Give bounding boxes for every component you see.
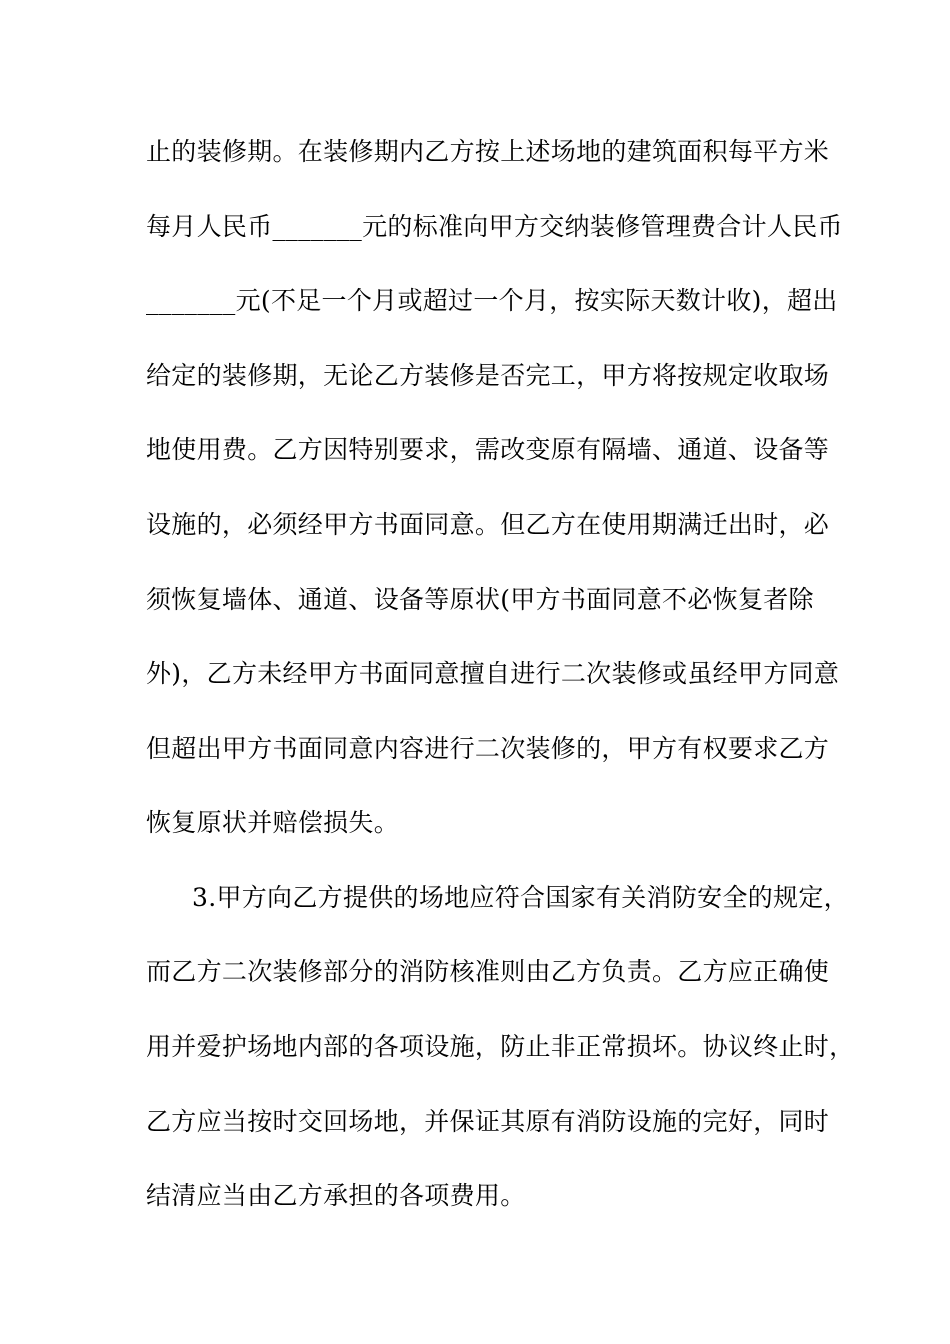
- text-line: 给定的装修期，无论乙方装修是否完工，甲方将按规定收取场: [146, 361, 830, 390]
- text-line: 地使用费。乙方因特别要求，需改变原有隔墙、通道、设备等: [146, 435, 830, 464]
- text-line: _______元(不足一个月或超过一个月，按实际天数计收)，超出: [146, 286, 838, 315]
- text-line: 设施的，必须经甲方书面同意。但乙方在使用期满迁出时，必: [146, 510, 830, 539]
- text-line: 恢复原状并赔偿损失。: [146, 808, 400, 837]
- text-line: 须恢复墙体、通道、设备等原状(甲方书面同意不必恢复者除: [146, 585, 814, 614]
- text-line: 但超出甲方书面同意内容进行二次装修的，甲方有权要求乙方: [146, 734, 830, 763]
- text-line: 乙方应当按时交回场地，并保证其原有消防设施的完好，同时: [146, 1107, 830, 1136]
- text-line: 每月人民币_______元的标准向甲方交纳装修管理费合计人民币: [146, 212, 843, 241]
- text-line: 3.甲方向乙方提供的场地应符合国家有关消防安全的规定，: [192, 883, 849, 912]
- text-line: 止的装修期。在装修期内乙方按上述场地的建筑面积每平方米: [146, 137, 830, 166]
- text-line: 结清应当由乙方承担的各项费用。: [146, 1181, 526, 1210]
- text-line: 用并爱护场地内部的各项设施，防止非正常损坏。协议终止时，: [146, 1032, 855, 1061]
- text-line: 而乙方二次装修部分的消防核准则由乙方负责。乙方应正确使: [146, 957, 830, 986]
- text-line: 外)，乙方未经甲方书面同意擅自进行二次装修或虽经甲方同意: [146, 659, 840, 688]
